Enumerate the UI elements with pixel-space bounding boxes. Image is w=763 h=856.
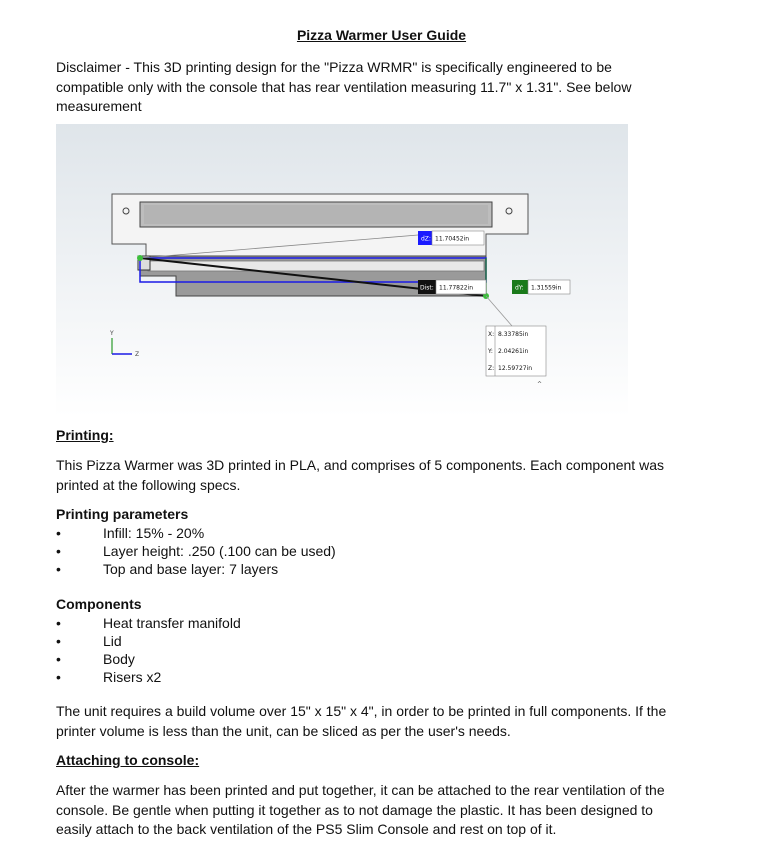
dz-label: dZ: — [421, 235, 431, 243]
dist-label: Dist: — [420, 284, 434, 292]
dist-callout — [418, 280, 486, 294]
attaching-paragraph — [56, 781, 696, 840]
collapse-chevron-icon: ^ — [537, 381, 543, 388]
coord-y-value: 2.04261in — [498, 348, 529, 355]
coord-z-value: 12.59727in — [498, 365, 533, 372]
components-list — [56, 614, 241, 686]
dist-value: 11.77822in — [439, 284, 474, 292]
dz-value: 11.70452in — [435, 235, 470, 243]
top-vent-inner — [144, 205, 488, 224]
page-title: Pizza Warmer User Guide — [296, 27, 467, 43]
bullet-glyph: • — [56, 669, 61, 685]
list-item-text: Heat transfer manifold — [103, 615, 241, 631]
list-item — [56, 668, 241, 686]
bullet-glyph: • — [56, 543, 61, 559]
disclaimer-line: compatible only with the console that has rear ventilation measuring 11.7" x 1.31". See below — [56, 78, 632, 95]
dy-value: 1.31559in — [531, 284, 562, 292]
bullet-glyph: • — [56, 615, 61, 631]
bullet-glyph: • — [56, 525, 61, 541]
attaching-line: easily attach to the back ventilation of the PS5 Slim Console and rest on top of it. — [56, 821, 557, 837]
cad-measurement-figure — [56, 124, 628, 417]
attaching-line: console. Be gentle when putting it together as to not damage the plastic. It has been designed to — [56, 801, 653, 818]
build-volume-line: printer volume is less than the unit, can be sliced as per the user's needs. — [56, 722, 511, 739]
printing-parameters-heading: Printing parameters — [56, 506, 189, 522]
list-item — [56, 560, 336, 578]
list-item-text: Top and base layer: 7 layers — [103, 561, 279, 577]
list-item — [56, 524, 336, 542]
attaching-line: After the warmer has been printed and put together, it can be attached to the rear ventilation of the — [56, 782, 665, 798]
list-item-text: Infill: 15% - 20% — [103, 525, 205, 541]
measure-point-start — [137, 255, 143, 261]
coord-y-label: Y: — [488, 348, 493, 355]
printing-heading: Printing: — [56, 427, 114, 443]
list-item — [56, 650, 241, 668]
coord-x-value: 8.33785in — [498, 331, 529, 338]
coord-x-label: X: — [488, 331, 495, 338]
disclaimer-line: measurement — [56, 98, 142, 114]
list-item-text: Layer height: .250 (.100 can be used) — [103, 543, 336, 559]
axis-y-label: Y — [110, 330, 114, 337]
list-item — [56, 542, 336, 560]
disclaimer-line: Disclaimer - This 3D printing design for the "Pizza WRMR" is specifically engineered to be — [56, 59, 612, 75]
list-item-text: Lid — [103, 633, 122, 649]
printing-line: This Pizza Warmer was 3D printed in PLA, and comprises of 5 components. Each component was — [56, 457, 664, 473]
axis-z-label: Z — [135, 351, 140, 358]
components-heading: Components — [56, 596, 142, 612]
cad-drawing — [56, 124, 628, 417]
list-item — [56, 632, 241, 650]
printing-line: printed at the following specs. — [56, 476, 241, 493]
dy-callout — [512, 280, 570, 294]
build-volume-paragraph — [56, 702, 696, 741]
printing-parameters-list — [56, 524, 336, 578]
build-volume-line: The unit requires a build volume over 15" x 15" x 4", in order to be printed in full components. If the — [56, 703, 667, 719]
coord-z-label: Z: — [488, 365, 495, 372]
vent-opening — [148, 261, 484, 271]
list-item — [56, 614, 241, 632]
bullet-glyph: • — [56, 633, 61, 649]
attaching-heading: Attaching to console: — [56, 752, 200, 768]
list-item-text: Risers x2 — [103, 669, 162, 685]
printing-paragraph — [56, 456, 696, 495]
disclaimer-paragraph — [56, 58, 696, 117]
list-item-text: Body — [103, 651, 135, 667]
bullet-glyph: • — [56, 651, 61, 667]
dz-callout — [418, 231, 484, 245]
dy-label: dY: — [515, 284, 524, 292]
bullet-glyph: • — [56, 561, 61, 577]
